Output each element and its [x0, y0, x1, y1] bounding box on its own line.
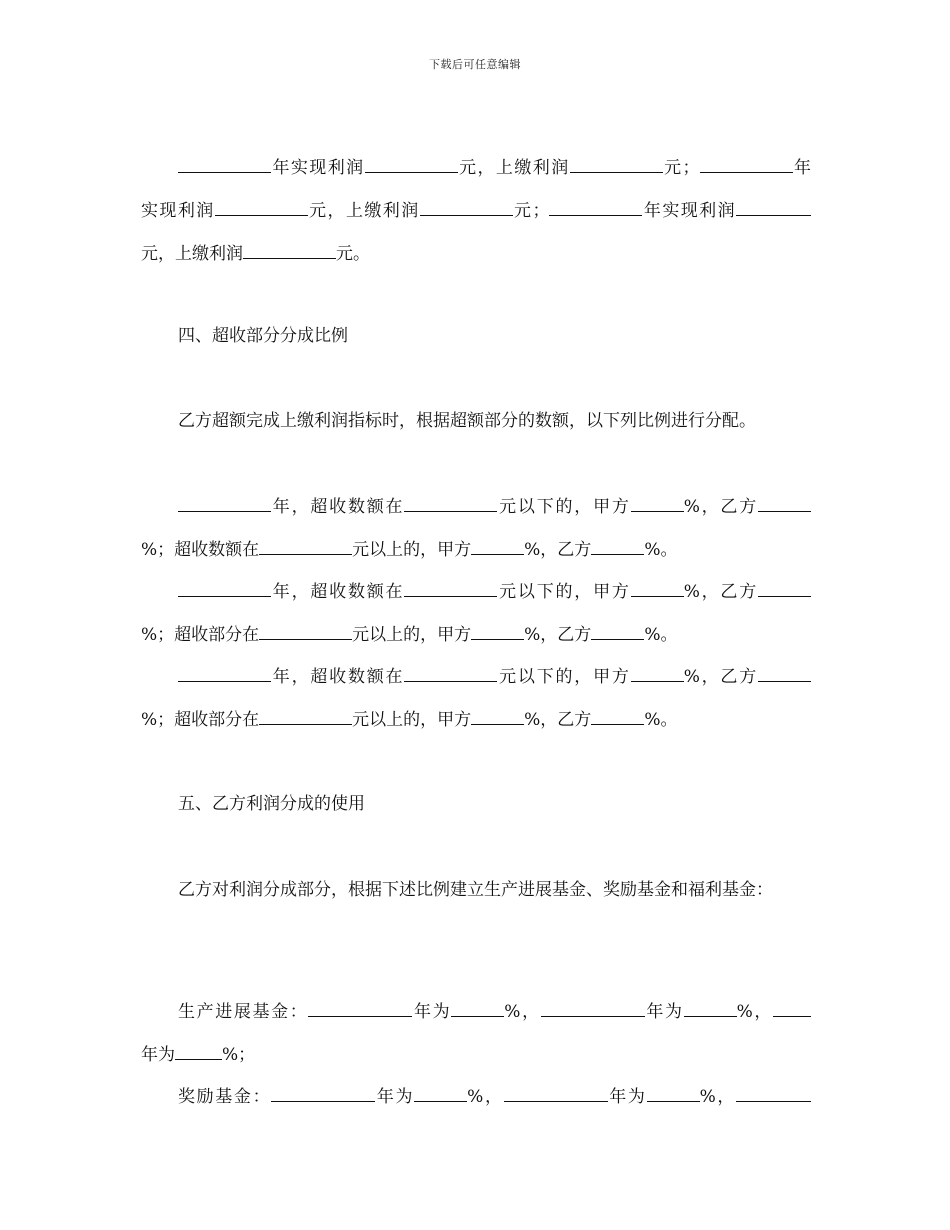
- text-fragment: 年，超收数额在: [271, 582, 405, 602]
- blank-field[interactable]: [736, 1086, 811, 1102]
- share-row-1-line-a: [178, 496, 811, 517]
- share-row-3-line-a: [178, 666, 811, 687]
- text-fragment: %，乙方: [524, 540, 592, 560]
- text-fragment: 年为: [375, 1087, 415, 1107]
- text-fragment: %，乙方: [524, 625, 592, 645]
- share-row-2-line-b: [141, 624, 811, 645]
- text-fragment: 元；: [662, 158, 700, 178]
- text-fragment: 元，上缴利润: [457, 158, 570, 178]
- blank-field[interactable]: [758, 581, 811, 597]
- text-fragment: 元以下的，甲方: [497, 582, 631, 602]
- text-fragment: %。: [644, 710, 678, 730]
- text-fragment: 元以上的，甲方: [352, 710, 472, 730]
- text-fragment: %，乙方: [683, 667, 759, 687]
- blank-field[interactable]: [178, 666, 271, 682]
- blank-field[interactable]: [243, 243, 336, 259]
- text-fragment: 年为: [607, 1087, 647, 1107]
- text-fragment: 年为: [644, 1002, 684, 1022]
- text-fragment: %，乙方: [524, 710, 592, 730]
- share-row-3-line-b: [141, 709, 811, 730]
- blank-field[interactable]: [504, 1086, 608, 1102]
- blank-field[interactable]: [175, 1044, 222, 1060]
- blank-field[interactable]: [365, 157, 458, 173]
- blank-field[interactable]: [271, 1086, 375, 1102]
- text-fragment: 实现利润: [141, 201, 215, 221]
- blank-field[interactable]: [420, 200, 513, 216]
- blank-field[interactable]: [541, 1001, 645, 1017]
- text-fragment: %；超收数额在: [141, 540, 260, 560]
- text-fragment: 年: [792, 158, 811, 178]
- text-fragment: %。: [644, 625, 678, 645]
- blank-field[interactable]: [758, 496, 811, 512]
- blank-field[interactable]: [647, 1086, 700, 1102]
- page-header: 下载后可任意编辑: [429, 58, 521, 71]
- text-fragment: %，: [736, 1002, 774, 1022]
- fund-label: 奖励基金：: [178, 1087, 272, 1107]
- blank-field[interactable]: [259, 624, 352, 640]
- text-fragment: 元，上缴利润: [307, 201, 420, 221]
- blank-field[interactable]: [451, 1001, 504, 1017]
- blank-field[interactable]: [700, 157, 793, 173]
- blank-field[interactable]: [259, 709, 352, 725]
- text-fragment: 元以下的，甲方: [497, 497, 631, 517]
- blank-field[interactable]: [591, 709, 644, 725]
- section-5-intro: 乙方对利润分成部分，根据下述比例建立生产进展基金、奖励基金和福利基金：: [178, 880, 773, 900]
- profit-line-3: [141, 243, 811, 264]
- blank-field[interactable]: [259, 539, 352, 555]
- blank-field[interactable]: [308, 1001, 412, 1017]
- text-fragment: %；超收部分在: [141, 710, 260, 730]
- section-4-title: 四、超收部分分成比例: [178, 326, 348, 346]
- blank-field[interactable]: [178, 496, 271, 512]
- text-fragment: 元。: [336, 244, 370, 264]
- text-fragment: 元以下的，甲方: [497, 667, 631, 687]
- text-fragment: %，乙方: [683, 497, 759, 517]
- profit-line-1: [178, 157, 811, 178]
- text-fragment: 元；: [512, 201, 550, 221]
- blank-field[interactable]: [404, 666, 497, 682]
- text-fragment: 年实现利润: [271, 158, 365, 178]
- text-fragment: %；: [222, 1045, 256, 1065]
- blank-field[interactable]: [591, 624, 644, 640]
- text-fragment: 元以上的，甲方: [352, 625, 472, 645]
- text-fragment: %。: [644, 540, 678, 560]
- blank-field[interactable]: [591, 539, 644, 555]
- fund-label: 生产进展基金：: [178, 1002, 309, 1022]
- text-fragment: 年，超收数额在: [271, 497, 405, 517]
- text-fragment: 年为: [141, 1045, 175, 1065]
- section-4-intro: 乙方超额完成上缴利润指标时，根据超额部分的数额，以下列比例进行分配。: [178, 411, 756, 431]
- blank-field[interactable]: [471, 624, 524, 640]
- section-5-title: 五、乙方利润分成的使用: [178, 794, 365, 814]
- blank-field[interactable]: [631, 666, 684, 682]
- blank-field[interactable]: [773, 1001, 811, 1017]
- text-fragment: 元，上缴利润: [141, 244, 243, 264]
- blank-field[interactable]: [404, 496, 497, 512]
- blank-field[interactable]: [570, 157, 663, 173]
- blank-field[interactable]: [404, 581, 497, 597]
- share-row-2-line-a: [178, 581, 811, 602]
- text-fragment: %，: [699, 1087, 737, 1107]
- text-fragment: %，乙方: [683, 582, 759, 602]
- blank-field[interactable]: [631, 496, 684, 512]
- blank-field[interactable]: [736, 200, 811, 216]
- text-fragment: 元以上的，甲方: [352, 540, 472, 560]
- text-fragment: %，: [504, 1002, 541, 1022]
- blank-field[interactable]: [178, 581, 271, 597]
- blank-field[interactable]: [471, 709, 524, 725]
- profit-line-2: [141, 200, 811, 221]
- text-fragment: %，: [467, 1087, 504, 1107]
- fund-development-line-b: [141, 1044, 811, 1065]
- text-fragment: 年实现利润: [642, 201, 737, 221]
- fund-reward-line-a: [178, 1086, 811, 1107]
- text-fragment: 年为: [412, 1002, 452, 1022]
- blank-field[interactable]: [684, 1001, 737, 1017]
- text-fragment: %；超收部分在: [141, 625, 260, 645]
- blank-field[interactable]: [178, 157, 271, 173]
- blank-field[interactable]: [471, 539, 524, 555]
- blank-field[interactable]: [758, 666, 811, 682]
- blank-field[interactable]: [414, 1086, 467, 1102]
- blank-field[interactable]: [215, 200, 308, 216]
- share-row-1-line-b: [141, 539, 811, 560]
- blank-field[interactable]: [631, 581, 684, 597]
- fund-development-line-a: [178, 1001, 811, 1022]
- text-fragment: 年，超收数额在: [271, 667, 405, 687]
- blank-field[interactable]: [549, 200, 642, 216]
